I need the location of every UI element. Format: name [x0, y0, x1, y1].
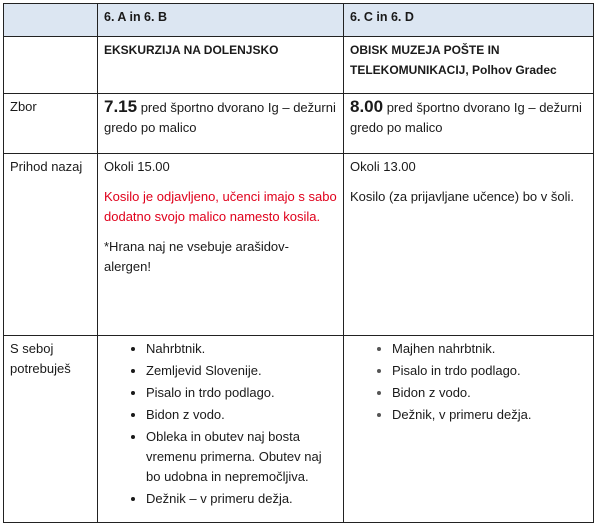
zbor-label: Zbor — [4, 94, 98, 154]
schedule-table — [3, 3, 594, 523]
prihod-cell-ab — [98, 154, 344, 336]
list-item: • Dežnik – v primeru dežja. — [146, 489, 337, 509]
list-item: • Nahrbtnik. — [146, 339, 337, 359]
header-row — [4, 4, 594, 37]
prihod-row — [4, 154, 594, 336]
header-class-ab: 6. A in 6. B — [98, 4, 344, 37]
prihod-cell-cd — [344, 154, 594, 336]
zbor-text-cd: pred športno dvorano Ig – dežurni gredo po malico — [350, 100, 582, 135]
list-item: • Bidon z vodo. — [146, 405, 337, 425]
title-museum-visit: OBISK MUZEJA POŠTE IN TELEKOMUNIKACIJ, Polhov Gradec — [344, 37, 594, 94]
lunch-at-school-note: Kosilo (za prijavljane učence) bo v šoli. — [350, 189, 574, 204]
title-empty-cell — [4, 37, 98, 94]
lunch-cancelled-notice: Kosilo je odjavljeno, učenci imajo s sabo dodatno svojo malico namesto kosila. — [104, 189, 337, 224]
packing-list-ab — [104, 339, 337, 509]
zbor-time-cd: 8.00 — [350, 97, 384, 116]
seboj-row — [4, 336, 594, 523]
list-item: • Pisalo in trdo podlago. — [146, 383, 337, 403]
zbor-text-ab: pred športno dvorano Ig – dežurni gredo po malico — [104, 100, 336, 135]
header-empty-cell — [4, 4, 98, 37]
list-item: • Dežnik, v primeru dežja. — [392, 405, 587, 425]
list-item: • Bidon z vodo. — [392, 383, 587, 403]
prihod-time-ab: Okoli 15.00 — [104, 159, 170, 174]
seboj-label: S seboj potrebuješ — [4, 336, 98, 523]
zbor-cell-ab — [98, 94, 344, 154]
list-item: • Majhen nahrbtnik. — [392, 339, 587, 359]
list-item: • Obleka in obutev naj bosta vremenu primerna. Obutev naj bo udobna in nepremočljiva. — [146, 427, 337, 487]
list-item: • Pisalo in trdo podlago. — [392, 361, 587, 381]
zbor-time-ab: 7.15 — [104, 97, 138, 116]
zbor-row — [4, 94, 594, 154]
prihod-time-cd: Okoli 13.00 — [350, 159, 416, 174]
packing-list-cd — [350, 339, 587, 425]
list-item: • Zemljevid Slovenije. — [146, 361, 337, 381]
title-excursion-dolenjsko: EKSKURZIJA NA DOLENJSKO — [98, 37, 344, 94]
prihod-label: Prihod nazaj — [4, 154, 98, 336]
header-class-cd: 6. C in 6. D — [344, 4, 594, 37]
zbor-cell-cd — [344, 94, 594, 154]
allergen-note: *Hrana naj ne vsebuje arašidov- alergen! — [104, 239, 289, 274]
title-row — [4, 37, 594, 94]
seboj-cell-cd — [344, 336, 594, 523]
seboj-cell-ab — [98, 336, 344, 523]
